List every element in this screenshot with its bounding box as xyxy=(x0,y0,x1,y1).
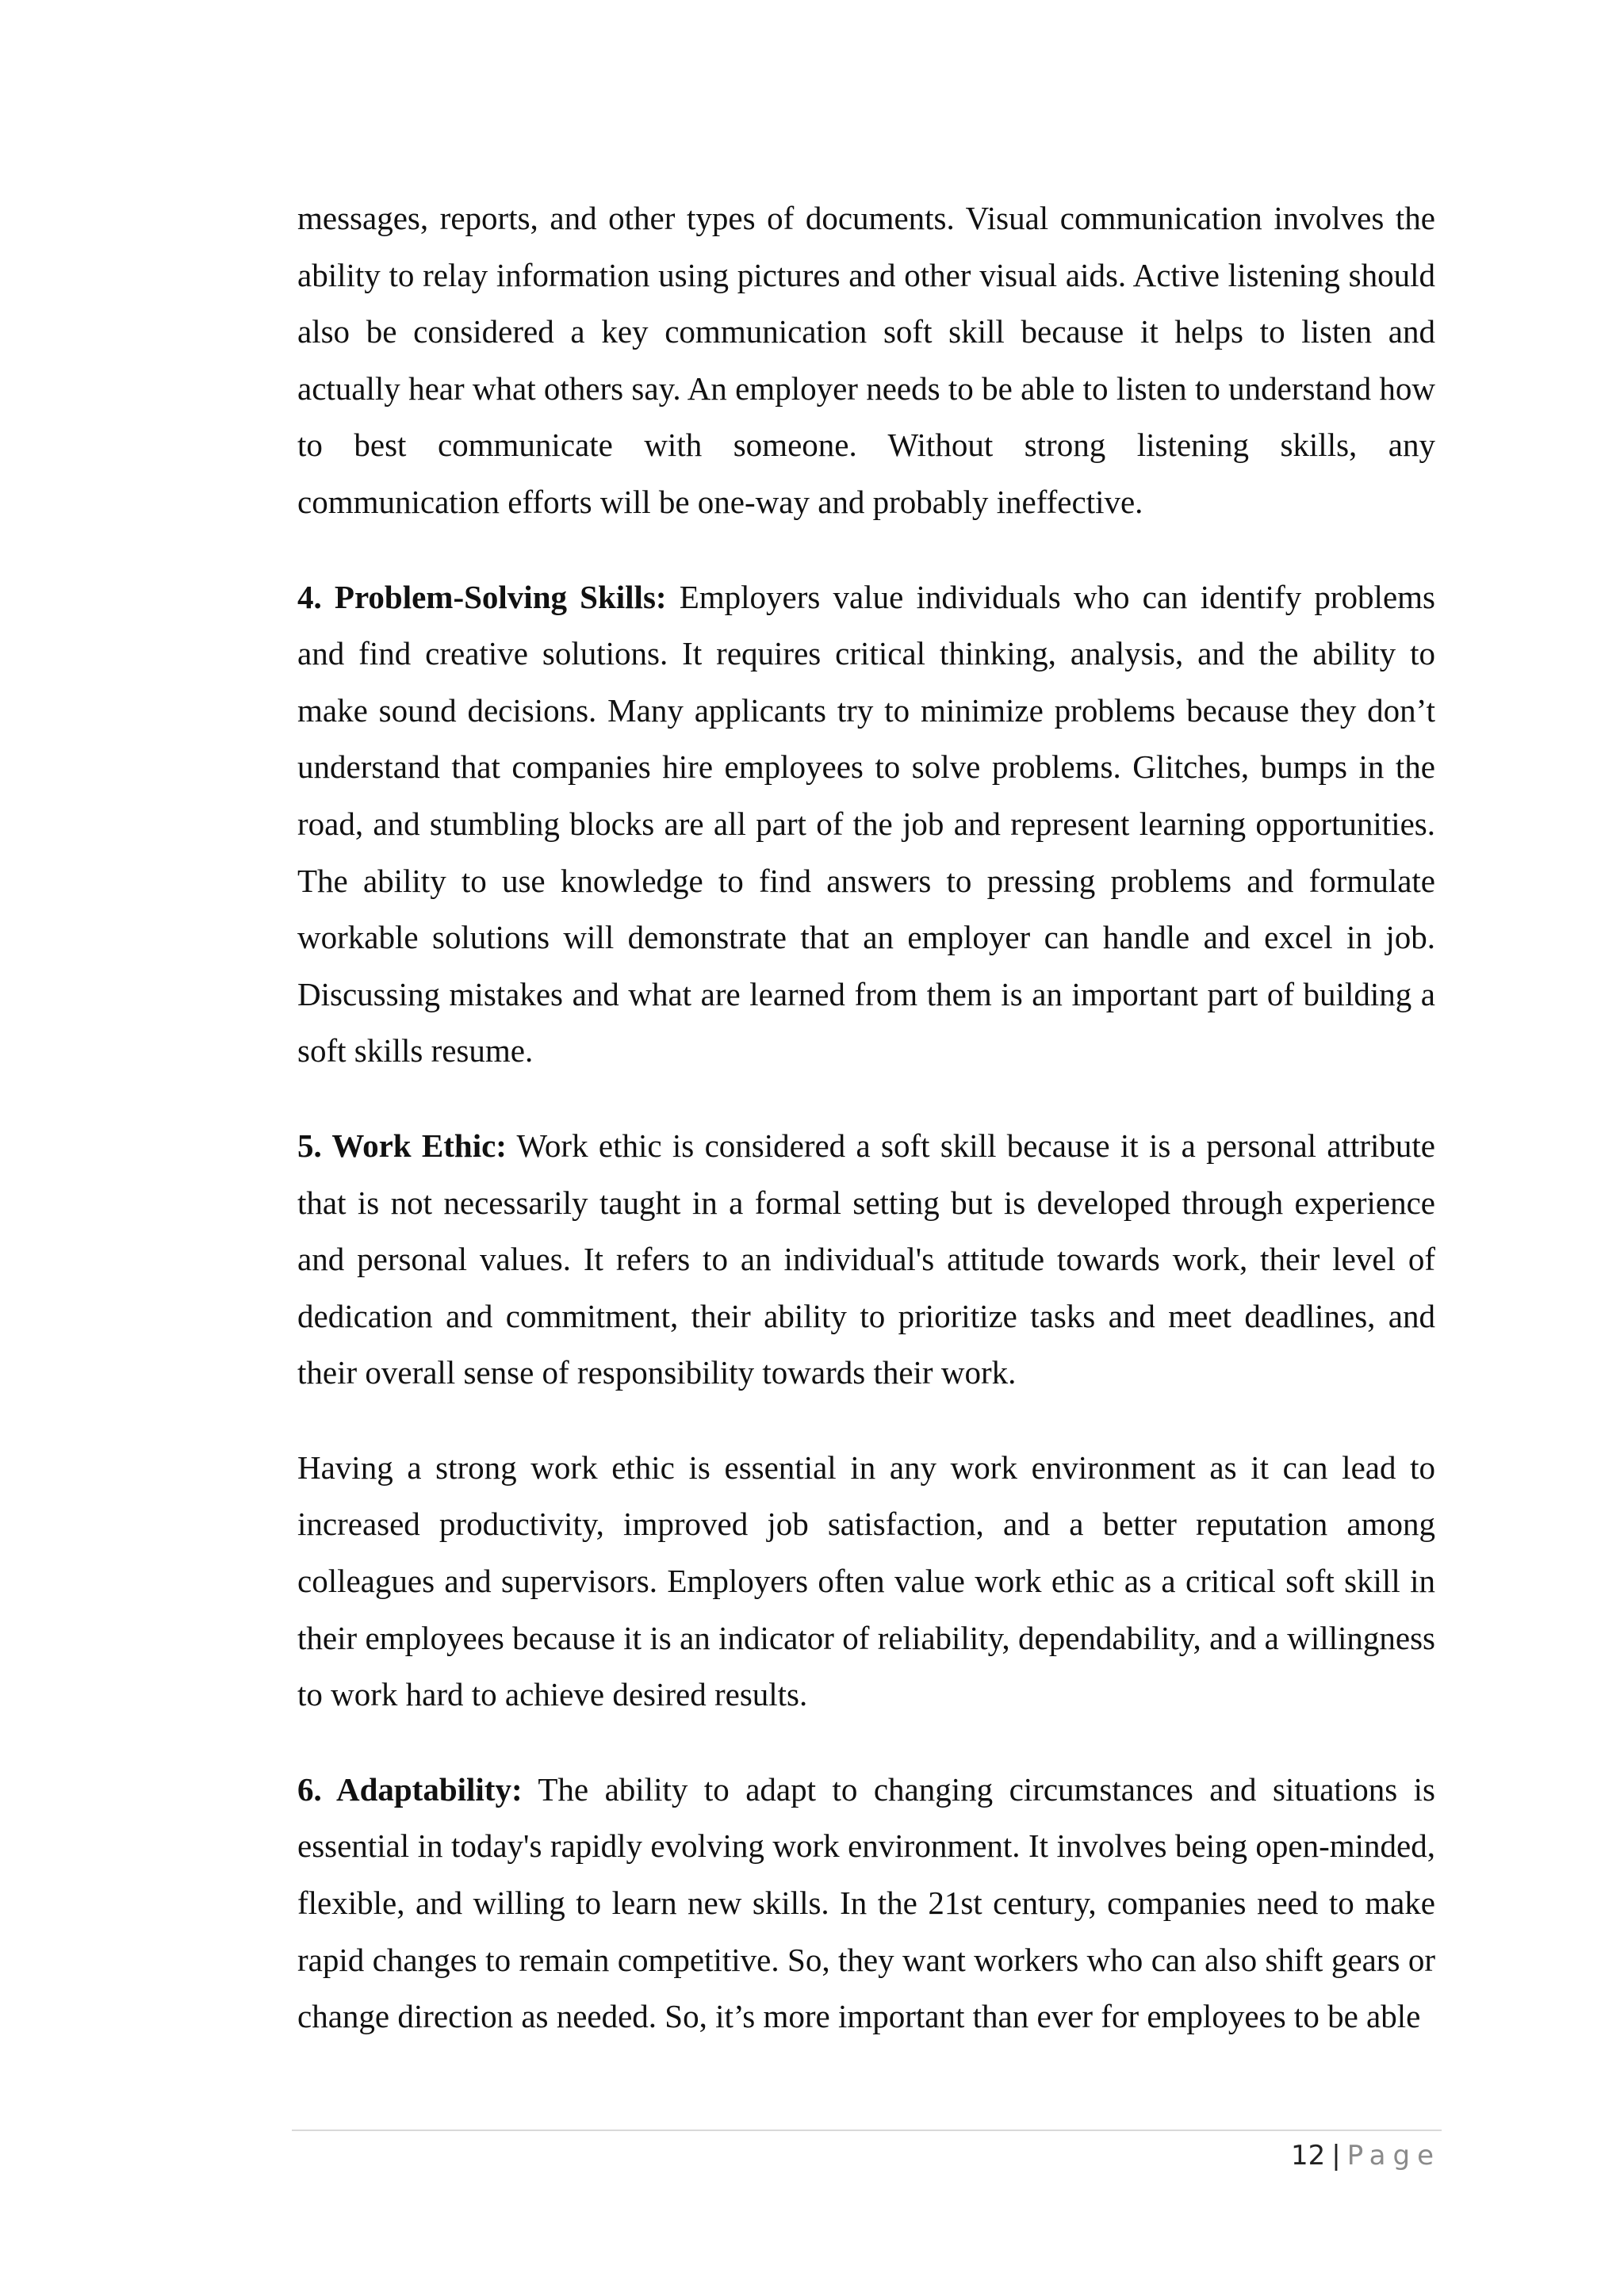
paragraph-text: The ability to adapt to changing circumstances and situations is essential in today's rapidly evolving work environment. It involves being open-minded, flexible, and willing to learn new skills. In the 21st century, companies need to make rapid changes to remain competitive. So, they want workers who can also shift gears or change direction as needed. So, it’s more important than ever for employees to be able xyxy=(297,1770,1435,2035)
page-label: Page xyxy=(1346,2140,1441,2172)
paragraph-communication-continued xyxy=(297,190,1435,531)
paragraph-text: Having a strong work ethic is essential in any work environment as it can lead to increased productivity, improved job satisfaction, and a better reputation among colleagues and supervisors. Employers often value work ethic as a critical soft skill in their employees because it is an indicator of reliability, dependability, and a willingness to work hard to achieve desired results. xyxy=(297,1448,1435,1713)
section-heading: 6. Adaptability: xyxy=(297,1770,523,1808)
paragraph-text: Work ethic is considered a soft skill because it is a personal attribute that is not necessarily taught in a formal setting but is developed through experience and personal values. It refers to an individual's attitude towards work, their level of dedication and commitment, their ability to prioritize tasks and meet deadlines, and their overall sense of responsibility towards their work. xyxy=(297,1127,1435,1391)
page-footer xyxy=(1291,2138,1441,2173)
footer-separator: | xyxy=(1331,2140,1341,2172)
paragraph-text: Employers value individuals who can identify problems and find creative solutions. It requires critical thinking, analysis, and the ability to make sound decisions. Many applicants try to minimize problems because they don’t understand that companies hire employees to solve problems. Glitches, bumps in the road, and stumbling blocks are all part of the job and represent learning opportunities. The ability to use knowledge to find answers to pressing problems and formulate workable solutions will demonstrate that an employer can handle and excel in job. Discussing mistakes and what are learned from them is an important part of building a soft skills resume. xyxy=(297,578,1435,1070)
section-heading: 5. Work Ethic: xyxy=(297,1127,507,1164)
paragraph-work-ethic xyxy=(297,1118,1435,1402)
page-number: 12 xyxy=(1290,2140,1326,2172)
paragraph-text: messages, reports, and other types of documents. Visual communication involves the ability to relay information using pictures and other visual aids. Active listening should also be considered a key communication soft skill because it helps to listen and actually hear what others say. An employer needs to be able to listen to understand how to best communicate with someone. Without strong listening skills, any communication efforts will be one-way and probably ineffective. xyxy=(297,200,1435,520)
section-heading: 4. Problem-Solving Skills: xyxy=(297,578,667,615)
paragraph-adaptability xyxy=(297,1762,1435,2045)
footer-divider xyxy=(292,2130,1442,2131)
body-text xyxy=(297,190,1435,2045)
paragraph-work-ethic-importance xyxy=(297,1440,1435,1724)
paragraph-problem-solving xyxy=(297,569,1435,1080)
